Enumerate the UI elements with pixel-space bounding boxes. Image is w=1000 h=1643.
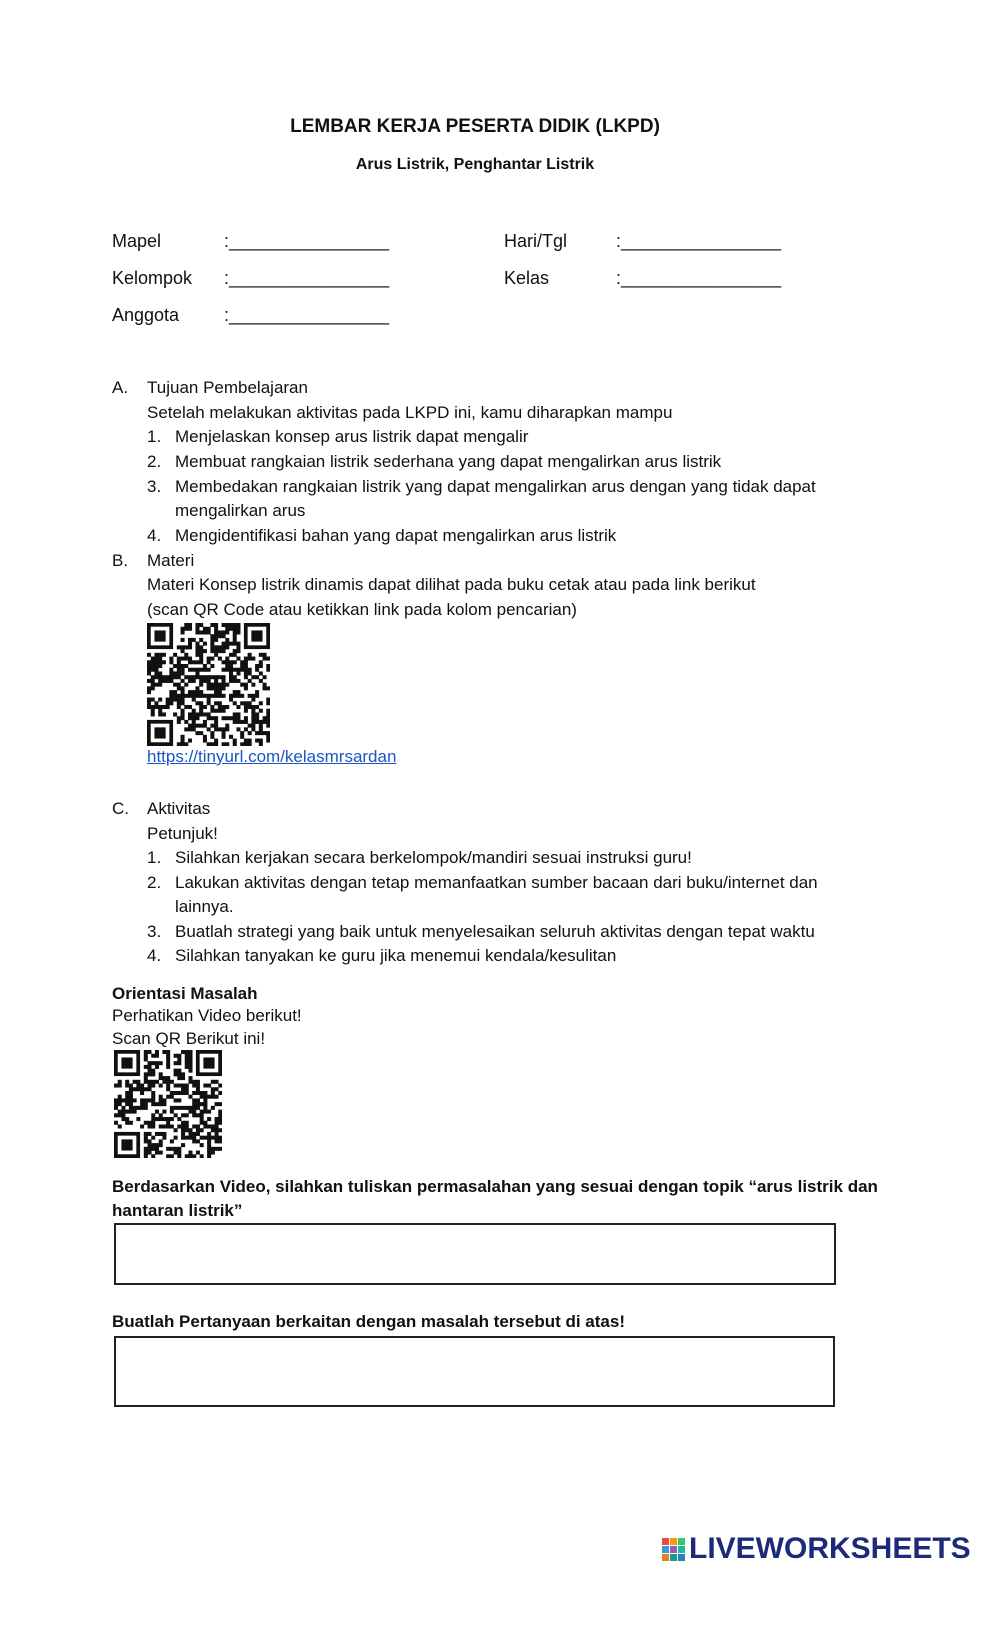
task1-prompt-line1: Berdasarkan Video, silahkan tuliskan permasalahan yang sesuai dengan topik “arus listrik dan — [112, 1177, 878, 1196]
list-item: Silahkan kerjakan secara berkelompok/mandiri sesuai instruksi guru! — [175, 848, 692, 867]
list-item: Silahkan tanyakan ke guru jika menemui kendala/kesulitan — [175, 946, 617, 965]
qr-code-materi — [147, 623, 270, 746]
answer-box-problem[interactable] — [114, 1223, 836, 1285]
hari-field[interactable]: :________________ — [616, 231, 782, 251]
list-item-number: 1. — [147, 427, 162, 446]
page-title: LEMBAR KERJA PESERTA DIDIK (LKPD) — [290, 116, 660, 137]
section-c-heading: Aktivitas — [147, 799, 211, 818]
liveworksheets-logo — [662, 1532, 971, 1566]
list-item: Lakukan aktivitas dengan tetap memanfaatkan sumber bacaan dari buku/internet dan — [175, 873, 818, 892]
page-subtitle: Arus Listrik, Penghantar Listrik — [355, 156, 595, 173]
list-item-number: 4. — [147, 526, 162, 545]
list-item-number: 2. — [147, 873, 162, 892]
list-item-number: 3. — [147, 477, 162, 496]
logo-square — [678, 1538, 685, 1545]
section-b-letter: B. — [112, 551, 129, 570]
logo-square — [662, 1554, 669, 1561]
task1-prompt-line2: hantaran listrik” — [112, 1201, 243, 1220]
section-c-letter: C. — [112, 799, 129, 818]
anggota-label: Anggota — [112, 305, 180, 325]
logo-square — [670, 1554, 677, 1561]
list-item: Membuat rangkaian listrik sederhana yang dapat mengalirkan arus listrik — [175, 452, 722, 471]
kelas-label: Kelas — [504, 268, 550, 288]
orientasi-line1: Perhatikan Video berikut! — [112, 1006, 302, 1025]
logo-square — [662, 1546, 669, 1553]
kelompok-field[interactable]: :________________ — [224, 268, 390, 288]
kelompok-label: Kelompok — [112, 268, 193, 288]
logo-square — [670, 1546, 677, 1553]
list-item-continuation: mengalirkan arus — [175, 501, 306, 520]
task2-prompt: Buatlah Pertanyaan berkaitan dengan masalah tersebut di atas! — [112, 1312, 625, 1331]
logo-square — [662, 1538, 669, 1545]
liveworksheets-logo-icon — [662, 1538, 685, 1561]
list-item-number: 1. — [147, 848, 162, 867]
list-item: Membedakan rangkaian listrik yang dapat mengalirkan arus dengan yang tidak dapat — [175, 477, 816, 496]
qr-code-video — [114, 1050, 222, 1158]
list-item-continuation: lainnya. — [175, 897, 234, 916]
hari-label: Hari/Tgl — [504, 231, 568, 251]
list-item-number: 3. — [147, 922, 162, 941]
section-b-heading: Materi — [147, 551, 195, 570]
section-c-petunjuk: Petunjuk! — [147, 824, 218, 843]
section-b-line1: Materi Konsep listrik dinamis dapat dilihat pada buku cetak atau pada link berikut — [147, 575, 756, 594]
answer-box-question[interactable] — [114, 1336, 835, 1407]
section-a-heading: Tujuan Pembelajaran — [147, 378, 308, 397]
materi-link[interactable]: https://tinyurl.com/kelasmrsardan — [147, 747, 397, 766]
logo-text: LIVEWORKSHEETS — [689, 1532, 971, 1565]
logo-square — [670, 1538, 677, 1545]
mapel-label: Mapel — [112, 231, 162, 251]
orientasi-line2: Scan QR Berikut ini! — [112, 1029, 266, 1048]
section-a-letter: A. — [112, 378, 129, 397]
logo-square — [678, 1546, 685, 1553]
mapel-field[interactable]: :________________ — [224, 231, 390, 251]
logo-square — [678, 1554, 685, 1561]
list-item: Menjelaskan konsep arus listrik dapat mengalir — [175, 427, 529, 446]
list-item-number: 4. — [147, 946, 162, 965]
section-b-line2: (scan QR Code atau ketikkan link pada kolom pencarian) — [147, 600, 577, 619]
list-item-number: 2. — [147, 452, 162, 471]
kelas-field[interactable]: :________________ — [616, 268, 782, 288]
list-item: Buatlah strategi yang baik untuk menyelesaikan seluruh aktivitas dengan tepat waktu — [175, 922, 815, 941]
list-item: Mengidentifikasi bahan yang dapat mengalirkan arus listrik — [175, 526, 617, 545]
anggota-field[interactable]: :________________ — [224, 305, 390, 325]
orientasi-heading: Orientasi Masalah — [112, 984, 258, 1003]
section-a-intro: Setelah melakukan aktivitas pada LKPD ini, kamu diharapkan mampu — [147, 403, 673, 422]
